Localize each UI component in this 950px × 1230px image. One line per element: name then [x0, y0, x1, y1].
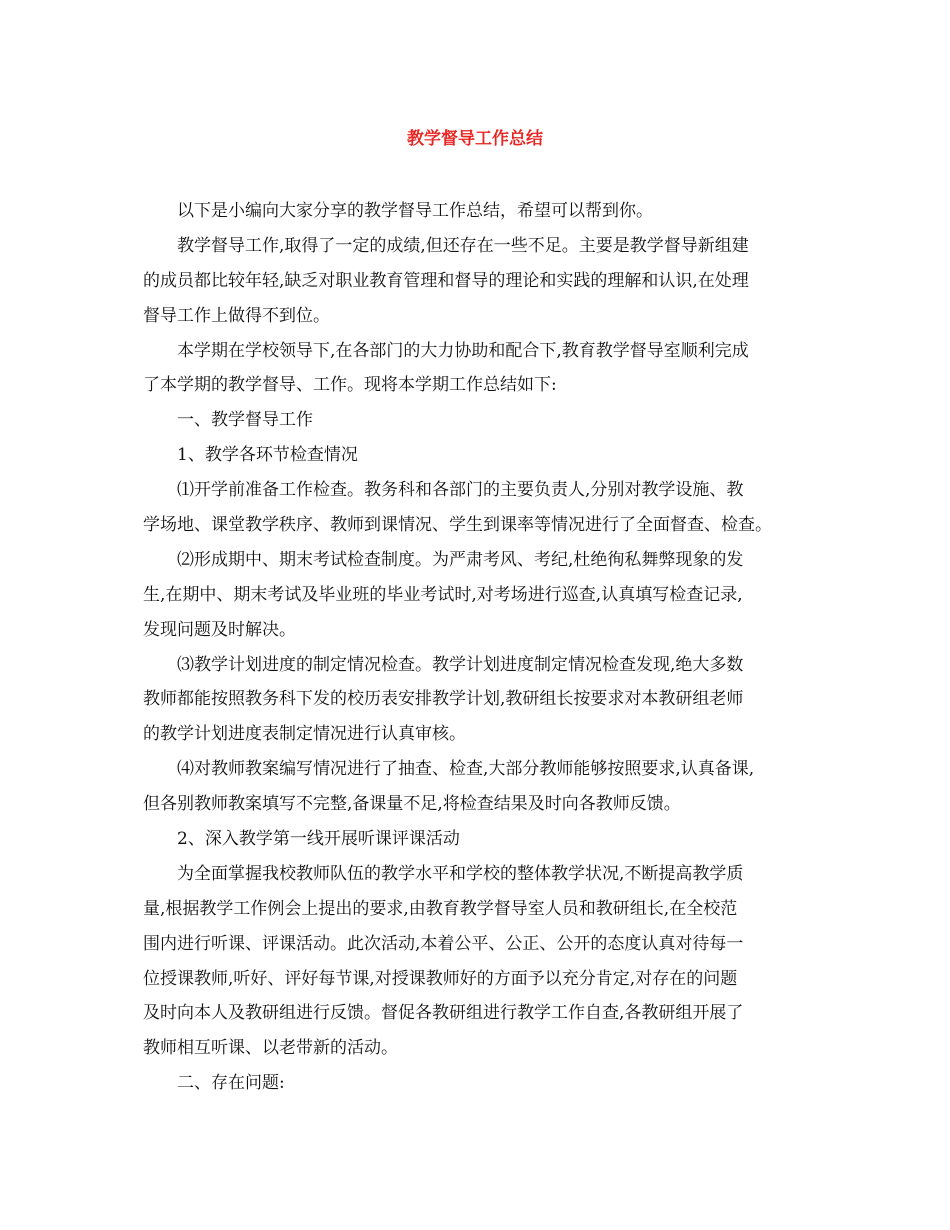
text-line: ⑵形成期中、期末考试检查制度。为严肃考风、考纪,杜绝徇私舞弊现象的发	[177, 549, 744, 570]
document-title: 教学督导工作总结	[407, 129, 543, 149]
text-line: 了本学期的教学督导、工作。现将本学期工作总结如下:	[143, 375, 557, 396]
text-line: 一、教学督导工作	[177, 410, 313, 431]
text-line: ⑷对教师教案编写情况进行了抽查、检查,大部分教师能够按照要求,认真备课,	[177, 759, 755, 780]
text-line: 发现问题及时解决。	[143, 619, 296, 640]
text-line: 2、深入教学第一线开展听课评课活动	[177, 829, 460, 850]
text-line: 但各别教师教案填写不完整,备课量不足,将检查结果及时向各教师反馈。	[143, 794, 681, 815]
text-line: ⑴开学前准备工作检查。教务科和各部门的主要负责人,分别对教学设施、教	[177, 480, 744, 501]
text-line: 的教学计划进度表制定情况进行认真审核。	[143, 724, 466, 745]
text-line: 为全面掌握我校教师队伍的教学水平和学校的整体教学状况,不断提高教学质	[177, 863, 744, 884]
text-line: 以下是小编向大家分享的教学督导工作总结，希望可以帮到你。	[177, 201, 653, 221]
text-line: 位授课教师,听好、评好每节课,对授课教师好的方面予以充分肯定,对存在的问题	[143, 968, 738, 989]
text-line: 学场地、课堂教学秩序、教师到课情况、学生到课率等情况进行了全面督查、检查。	[143, 515, 772, 536]
text-line: 教学督导工作,取得了一定的成绩,但还存在一些不足。主要是教学督导新组建	[177, 235, 749, 256]
text-line: 生,在期中、期末考试及毕业班的毕业考试时,对考场进行巡查,认真填写检查记录,	[143, 584, 743, 605]
document-body	[143, 194, 809, 1101]
text-line: 的成员都比较年轻,缺乏对职业教育管理和督导的理论和实践的理解和认识,在处理	[143, 270, 749, 291]
text-line: 督导工作上做得不到位。	[143, 305, 330, 326]
text-line: 围内进行听课、评课活动。此次活动,本着公平、公正、公开的态度认真对待每一	[143, 933, 744, 954]
text-line: 本学期在学校领导下,在各部门的大力协助和配合下,教育教学督导室顺利完成	[177, 340, 749, 361]
text-line: 及时向本人及教研组进行反馈。督促各教研组进行教学工作自查,各教研组开展了	[143, 1003, 744, 1024]
text-line: 教师都能按照教务科下发的校历表安排教学计划,教研组长按要求对本教研组老师	[143, 689, 744, 710]
text-line: ⑶教学计划进度的制定情况检查。教学计划进度制定情况检查发现,绝大多数	[177, 654, 744, 675]
text-line: 1、教学各环节检查情况	[177, 445, 358, 466]
text-line: 教师相互听课、以老带新的活动。	[143, 1038, 398, 1059]
text-line: 二、存在问题:	[177, 1073, 285, 1094]
text-line: 量,根据教学工作例会上提出的要求,由教育教学督导室人员和教研组长,在全校范	[143, 898, 738, 919]
